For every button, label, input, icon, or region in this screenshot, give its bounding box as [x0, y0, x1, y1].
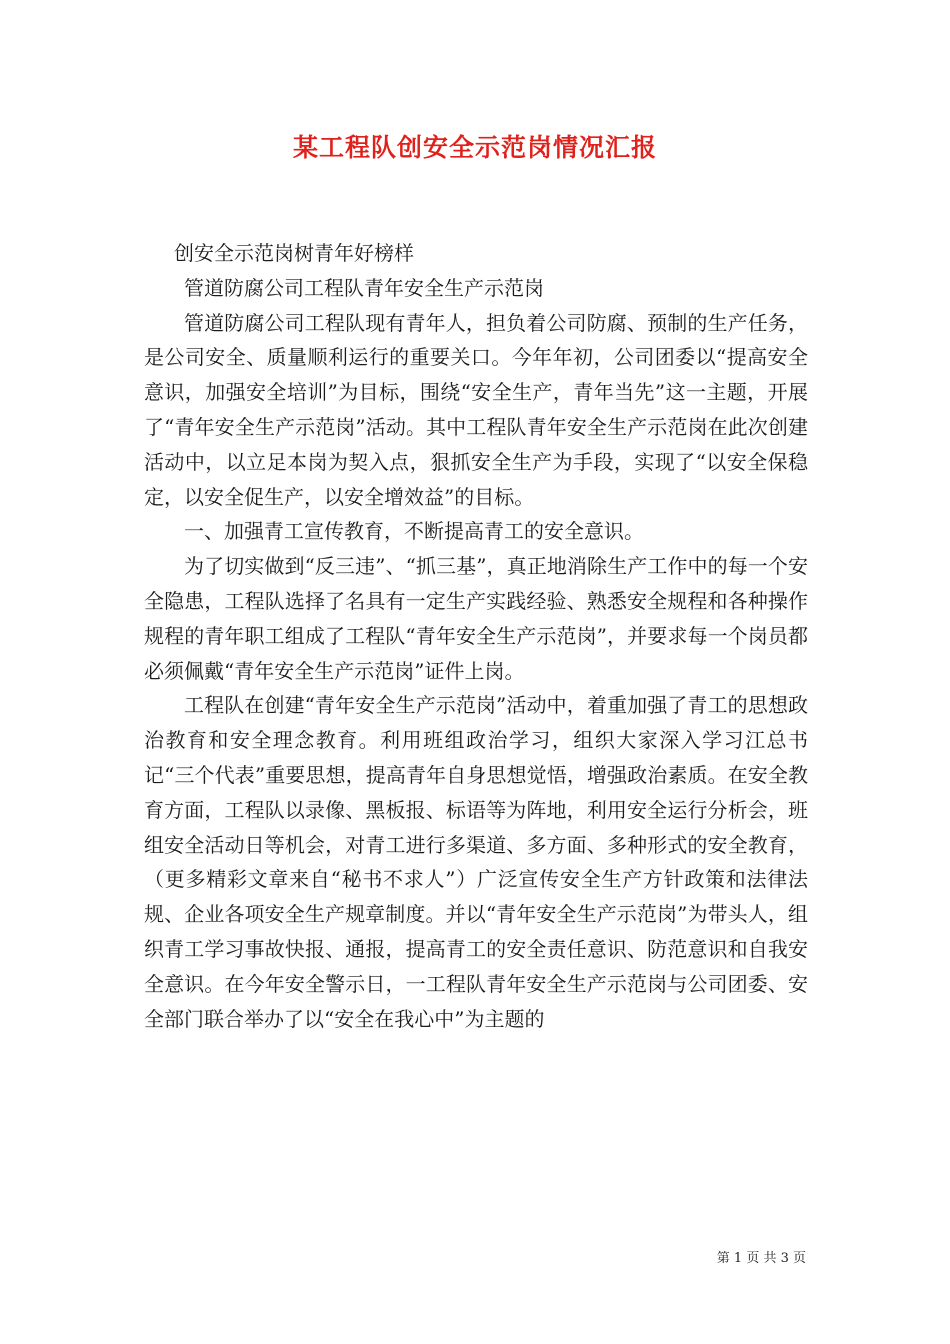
page-title: 某工程队创安全示范岗情况汇报 [292, 133, 657, 162]
section-heading-1: 一、加强青工宣传教育，不断提高青工的安全意识。 [184, 519, 644, 544]
document-body [144, 236, 808, 1036]
paragraph-section-1b: 工程队在创建“青年安全生产示范岗”活动中，着重加强了青工的思想政治教育和安全理念教育。利用班组政治学习，组织大家深入学习江总书记“三个代表”重要思想，提高青年自身思想觉悟，增强政治素质。在安全教育方面，工程队以录像、黑板报、标语等为阵地，利用安全运行分析会，班组安全活动日等机会，对青工进行多渠道、多方面、多种形式的安全教育，（更多精彩文章来自“秘书不求人”）广泛宣传安全生产方针政策和法律法规、企业各项安全生产规章制度。并以“青年安全生产示范岗”为带头人，组织青工学习事故快报、通报，提高青工的安全责任意识、防范意识和自我安全意识。在今年安全警示日，一工程队青年安全生产示范岗与公司团委、安全部门联合举办了以“安全在我心中”为主题的 [144, 693, 808, 1031]
paragraph-section-1a: 为了切实做到“反三违”、“抓三基”，真正地消除生产工作中的每一个安全隐患，工程队选择了名具有一定生产实践经验、熟悉安全规程和各种操作规程的青年职工组成了工程队“青年安全生产示范岗”，并要求每一个岗员都必须佩戴“青年安全生产示范岗”证件上岗。 [144, 554, 808, 683]
paragraph-intro: 管道防腐公司工程队现有青年人，担负着公司防腐、预制的生产任务，是公司安全、质量顺利运行的重要关口。今年年初，公司团委以“提高安全意识，加强安全培训”为目标，围绕“安全生产，青年当先”这一主题，开展了“青年安全生产示范岗”活动。其中工程队青年安全生产示范岗在此次创建活动中，以立足本岗为契入点，狠抓安全生产为手段，实现了“以安全保稳定，以安全促生产，以安全增效益”的目标。 [144, 310, 808, 509]
page-number: 第 1 页 共 3 页 [716, 1251, 806, 1266]
paragraph-subtitle: 创安全示范岗树青年好榜样 [174, 241, 414, 265]
paragraph-unit-name: 管道防腐公司工程队青年安全生产示范岗 [184, 275, 544, 300]
